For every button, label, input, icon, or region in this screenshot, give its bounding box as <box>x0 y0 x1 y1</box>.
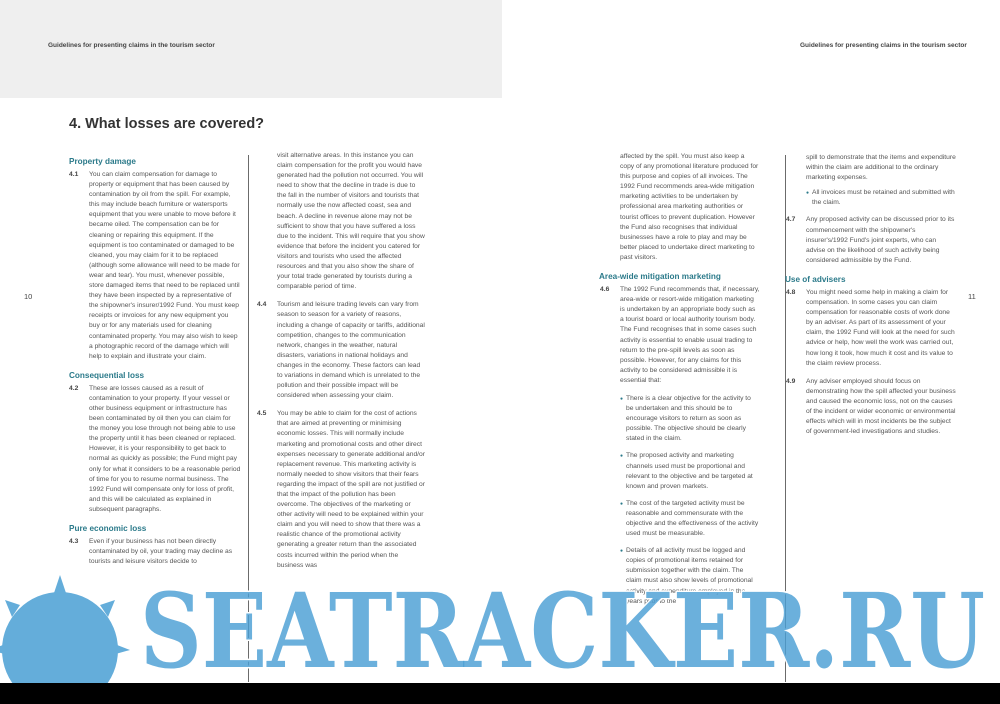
paragraph-text: You can claim compensation for damage to property or equipment that has been caused by contamination by oil from the spill. For example, this may include beach furniture or watersports equipment that you were unable to move before it became oiled. The compensation can be for cleaning or repairing this equipment. If the equipment is too contaminated or damaged to be cleaned, you may claim for it to be replaced (although some allowance will need to be made for wear and tear). You must, whenever possible, store damaged items that need to be replaced until they have been inspected by a representative of the shipowner's insurer/1992 Fund. You must keep receipts or invoices for any new equipment you buy or for any materials used for cleaning contaminated property. You may also wish to keep a photographic record of the damage which will help to explain and illustrate your claim. <box>89 171 240 360</box>
paragraph-4-9 <box>786 377 956 438</box>
paragraph-4-7 <box>786 215 956 265</box>
bullet-item: ● All invoices must be retained and submitted with the claim. <box>806 188 956 208</box>
paragraph-text: These are losses caused as a result of contamination to your property. If your vessel or other business equipment or infrastructure has been contaminated by oil then you can claim for the money you lose through not being able to use the property until it has been cleaned or replaced. However, it is your responsibility to get back to normal as quickly as possible; the Fund might pay only for what it considers to be a reasonable period of time for you to resume normal business. The 1992 Fund will compensate only for loss of profit, and this will be calculated as explained in subsequent paragraphs. <box>89 384 241 513</box>
watermark-text: SEATRACKER.RU <box>140 571 985 683</box>
heading-area-wide-mitigation: Area-wide mitigation marketing <box>599 272 721 282</box>
paragraph-text: Even if your business has not been directly contaminated by oil, your trading may decline as tourists and leisure visitors decide to <box>89 538 233 566</box>
paragraph-text: Any adviser employed should focus on demonstrating how the spill affected your business and caused the economic loss, not on the causes of the incident or wider economic or environmental effects which will in most incidents be the subject of government-led investigations and studies. <box>806 377 956 436</box>
column-3 <box>599 152 760 614</box>
heading-property-damage: Property damage <box>69 157 136 166</box>
running-title-left: Guidelines for presenting claims in the tourism sector <box>48 42 215 49</box>
paragraph-number: 4.3 <box>69 538 79 545</box>
paragraph-4-4 <box>257 300 425 401</box>
paragraph-number: 4.5 <box>257 410 267 418</box>
watermark <box>0 555 1000 683</box>
paragraph-text: The 1992 Fund recommends that, if necessary, area-wide or resort-wide mitigation marketing is undertaken by an appropriate body such as a tourist board or local authority tourism body. The Fund recognises that in some cases such activity is essential to enable usual trading to return to the pre-spill levels as soon as possible. However, for any claims for this activity to be considered admissible it is essential that: <box>620 286 760 384</box>
bullet-item: ● There is a clear objective for the activity to be undertaken and this should be to encourage visitors to return as soon as possible. The objective should be clearly stated in the claim. <box>620 394 760 444</box>
paragraph-4-8 <box>786 288 956 369</box>
column-1 <box>69 156 241 575</box>
bullet-item: ● The proposed activity and marketing channels used must be proportional and relevant to the objective and be targeted at known and proven markets. <box>620 451 760 491</box>
chapter-title: 4. What losses are covered? <box>69 116 265 132</box>
paragraph-continued: spill to demonstrate that the items and expenditure within the claim are additional to the ordinary marketing expenses. <box>806 154 956 182</box>
running-title-right: Guidelines for presenting claims in the tourism sector <box>800 42 967 49</box>
heading-use-of-advisers: Use of advisers <box>785 274 846 284</box>
paragraph-number: 4.6 <box>600 286 610 294</box>
paragraph-number: 4.9 <box>786 377 796 385</box>
page-number-right: 11 <box>968 292 976 301</box>
paragraph-4-1 <box>69 170 241 362</box>
paragraph-number: 4.8 <box>786 288 796 296</box>
paragraph-text: You might need some help in making a claim for compensation. In some cases you can claim compensation for reasonable costs of work done by an adviser. As part of its assessment of your claim, the 1992 Fund will look at the need for such advice or help, how well the work was carried out, how long it took, how much it cost and its value to the claim review process. <box>806 288 955 367</box>
bullet-item: ● Details of all activity must be logged and copies of promotional items retained for submission together with the claim. The claim must also show levels of promotional activity and expenditure employed in the years prior to the <box>620 546 760 607</box>
sun-logo-icon <box>0 575 130 683</box>
paragraph-4-5-continued: affected by the spill. You must also keep a copy of any promotional literature produced for this purpose and copies of all invoices. The 1992 Fund recommends area-wide mitigation marketing activities to be undertaken by professional area marketing authorities or tourist offices to prevent duplication. However the Fund also recognises that individual businesses have a role to play and may be better placed to undertake direct marketing to past visitors. <box>620 153 759 261</box>
paragraph-4-5 <box>257 409 425 571</box>
paragraph-text: Any proposed activity can be discussed prior to its commencement with the shipowner's insurer's/1992 Fund's joint experts, who can advise on the likelihood of such activity being considered admissible by the Fund. <box>806 216 955 264</box>
paragraph-number: 4.4 <box>257 301 267 309</box>
column-2 <box>257 151 425 579</box>
paragraph-4-3-continued: visit alternative areas. In this instance you can claim compensation for the profit you would have generated had the pollution not occurred. You will need to show that the decline in trade is due to the fall in the number of visitors and tourists that normally use the now affected coast, sea and beach. A decline in revenue alone may not be sufficient to show that you have suffered a loss due to the incident. This will require that you show evidence that before the incident you catered for visitors and tourists who used the affected resources and that you also show the share of your total trade generated by tourists during a comparable period of time. <box>277 152 425 291</box>
paragraph-number: 4.7 <box>786 216 796 224</box>
bottom-black-bar <box>0 683 1000 704</box>
column-4 <box>785 153 956 445</box>
page-number-left: 10 <box>24 292 33 301</box>
paragraph-text: Tourism and leisure trading levels can vary from season to season for a variety of reasons, including a change of capacity or tariffs, additional competition, changes to the communication network, changes in the weather, natural disasters, variations in national holidays and changes in the economy. These factors can lead to variations in demand which is unrelated to the pollution and their possible impact will be considered when assessing your claim. <box>277 301 425 400</box>
paragraph-4-2 <box>69 384 241 515</box>
paragraph-4-6 <box>600 285 760 386</box>
paragraph-text: You may be able to claim for the cost of actions that are aimed at preventing or minimising economic losses. This will normally include marketing and promotional costs and other direct expenses necessary to generate additional and/or replacement revenue. This marketing activity is normally needed to show visitors that their fears regarding the impact of the spill are not justified or that the impact of the pollution has been overcome. The objectives of the marketing or other activity will need to be explained within your claim and you will need to show that there was a realistic chance of the promotional activity generating a greater return than the associated costs incurred within the period when the business was <box>277 410 425 569</box>
heading-pure-economic-loss: Pure economic loss <box>69 524 147 533</box>
left-page-header-band <box>0 0 502 98</box>
paragraph-number: 4.2 <box>69 384 79 392</box>
paragraph-number: 4.1 <box>69 171 79 178</box>
heading-consequential-loss: Consequential loss <box>69 370 145 380</box>
bullet-item: ● The cost of the targeted activity must be reasonable and commensurate with the objective and the effectiveness of the activity used must be measurable. <box>620 499 760 539</box>
